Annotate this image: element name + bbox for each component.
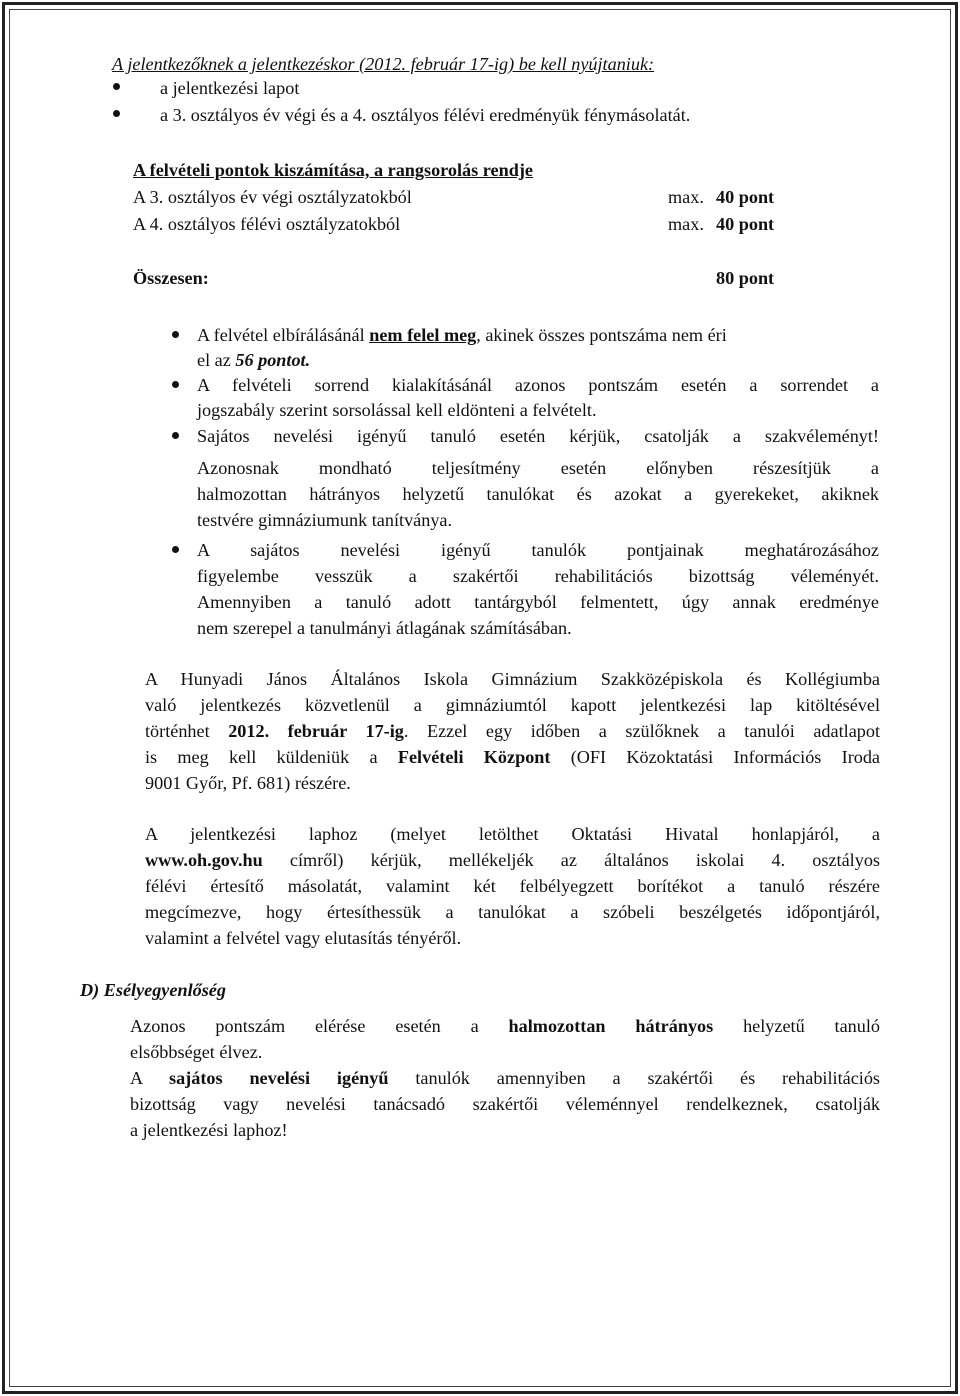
rule-3-line-3: halmozottan hátrányos helyzetű tanulókat és azokat a gyerekeket, akiknek: [197, 484, 879, 504]
intro-title: A jelentkezőknek a jelentkezéskor (2012. február 17-ig) be kell nyújtaniuk:: [112, 54, 655, 74]
points-total-value: 80 pont: [716, 268, 775, 288]
para1-line-5: 9001 Győr, Pf. 681) részére.: [145, 773, 351, 793]
rule-3-line-4: testvére gimnáziumunk tanítványa.: [197, 510, 453, 530]
rule-4-line-4: nem szerepel a tanulmányi átlagának számításában.: [197, 618, 572, 638]
points-row-2-label: A 4. osztályos félévi osztályzatokból: [133, 214, 401, 234]
rule-4-line-1: A sajátos nevelési igényű tanulók pontjainak meghatározásához: [197, 540, 879, 560]
rule-1-line-1: A felvétel elbírálásánál nem felel meg, akinek összes pontszáma nem éri: [197, 325, 727, 345]
bullet: [172, 432, 179, 439]
para2-line-1: A jelentkezési laphoz (melyet letölthet Oktatási Hivatal honlapjáról, a: [145, 824, 880, 844]
points-row-1-value: 40 pont: [716, 187, 775, 207]
bullet: [113, 83, 120, 90]
rule-2-line-2: jogszabály szerint sorsolással kell eldönteni a felvételt.: [197, 400, 597, 420]
bullet: [172, 546, 179, 553]
section-d-line-5: a jelentkezési laphoz!: [130, 1120, 288, 1140]
intro-item-2: a 3. osztályos év végi és a 4. osztályos félévi eredményük fénymásolatát.: [160, 105, 691, 125]
website-link: www.oh.gov.hu: [145, 850, 263, 870]
para1-line-4: is meg kell küldeniük a Felvételi Központ (OFI Közoktatási Információs Iroda: [145, 747, 881, 767]
rule-3-line-2: Azonosnak mondható teljesítmény esetén előnyben részesítjük a: [197, 458, 879, 478]
para1-line-2: való jelentkezés közvetlenül a gimnáziumtól kapott jelentkezési lap kitöltésével: [145, 695, 880, 715]
para2-line-2: www.oh.gov.hu címről) kérjük, mellékeljék az általános iskolai 4. osztályos: [145, 850, 880, 870]
section-d-heading: D) Esélyegyenlőség: [80, 980, 226, 1000]
section-d-line-4: bizottság vagy nevelési tanácsadó szakértői véleménnyel rendelkeznek, csatolják: [130, 1094, 880, 1114]
para2-line-4: megcímezve, hogy értesíthessük a tanulókat a szóbeli beszélgetés időpontjáról,: [145, 902, 880, 922]
points-row-2-max: max.: [668, 214, 704, 234]
points-total-label: Összesen:: [133, 268, 209, 288]
para1-line-3: történhet 2012. február 17-ig. Ezzel egy időben a szülőknek a tanulói adatlapot: [145, 721, 881, 741]
rule-3-line-1: Sajátos nevelési igényű tanuló esetén kérjük, csatolják a szakvéleményt!: [197, 426, 879, 446]
rule-4-line-3: Amennyiben a tanuló adott tantárgyból felmentett, úgy annak eredménye: [197, 592, 879, 612]
section-d-line-1: Azonos pontszám elérése esetén a halmozottan hátrányos helyzetű tanuló: [130, 1016, 880, 1036]
bullet: [172, 381, 179, 388]
points-row-2-value: 40 pont: [716, 214, 775, 234]
points-row-1-label: A 3. osztályos év végi osztályzatokból: [133, 187, 412, 207]
bullet: [172, 331, 179, 338]
points-heading: A felvételi pontok kiszámítása, a rangsorolás rendje: [133, 160, 533, 180]
rule-4-line-2: figyelembe vesszük a szakértői rehabilitációs bizottság véleményét.: [197, 566, 879, 586]
intro-item-1: a jelentkezési lapot: [160, 78, 300, 98]
section-d-line-2: elsőbbséget élvez.: [130, 1042, 263, 1062]
rule-2-line-1: A felvételi sorrend kialakításánál azonos pontszám esetén a sorrendet a: [197, 375, 879, 395]
points-row-1-max: max.: [668, 187, 704, 207]
bullet: [113, 110, 120, 117]
para2-line-3: félévi értesítő másolatát, valamint két felbélyegzett borítékot a tanuló részére: [145, 876, 880, 896]
para1-line-1: A Hunyadi János Általános Iskola Gimnázium Szakközépiskola és Kollégiumba: [145, 669, 880, 689]
para2-line-5: valamint a felvétel vagy elutasítás tényéről.: [145, 928, 462, 948]
rule-1-line-2: el az 56 pontot.: [197, 350, 311, 370]
section-d-line-3: A sajátos nevelési igényű tanulók amennyiben a szakértői és rehabilitációs: [130, 1068, 880, 1088]
